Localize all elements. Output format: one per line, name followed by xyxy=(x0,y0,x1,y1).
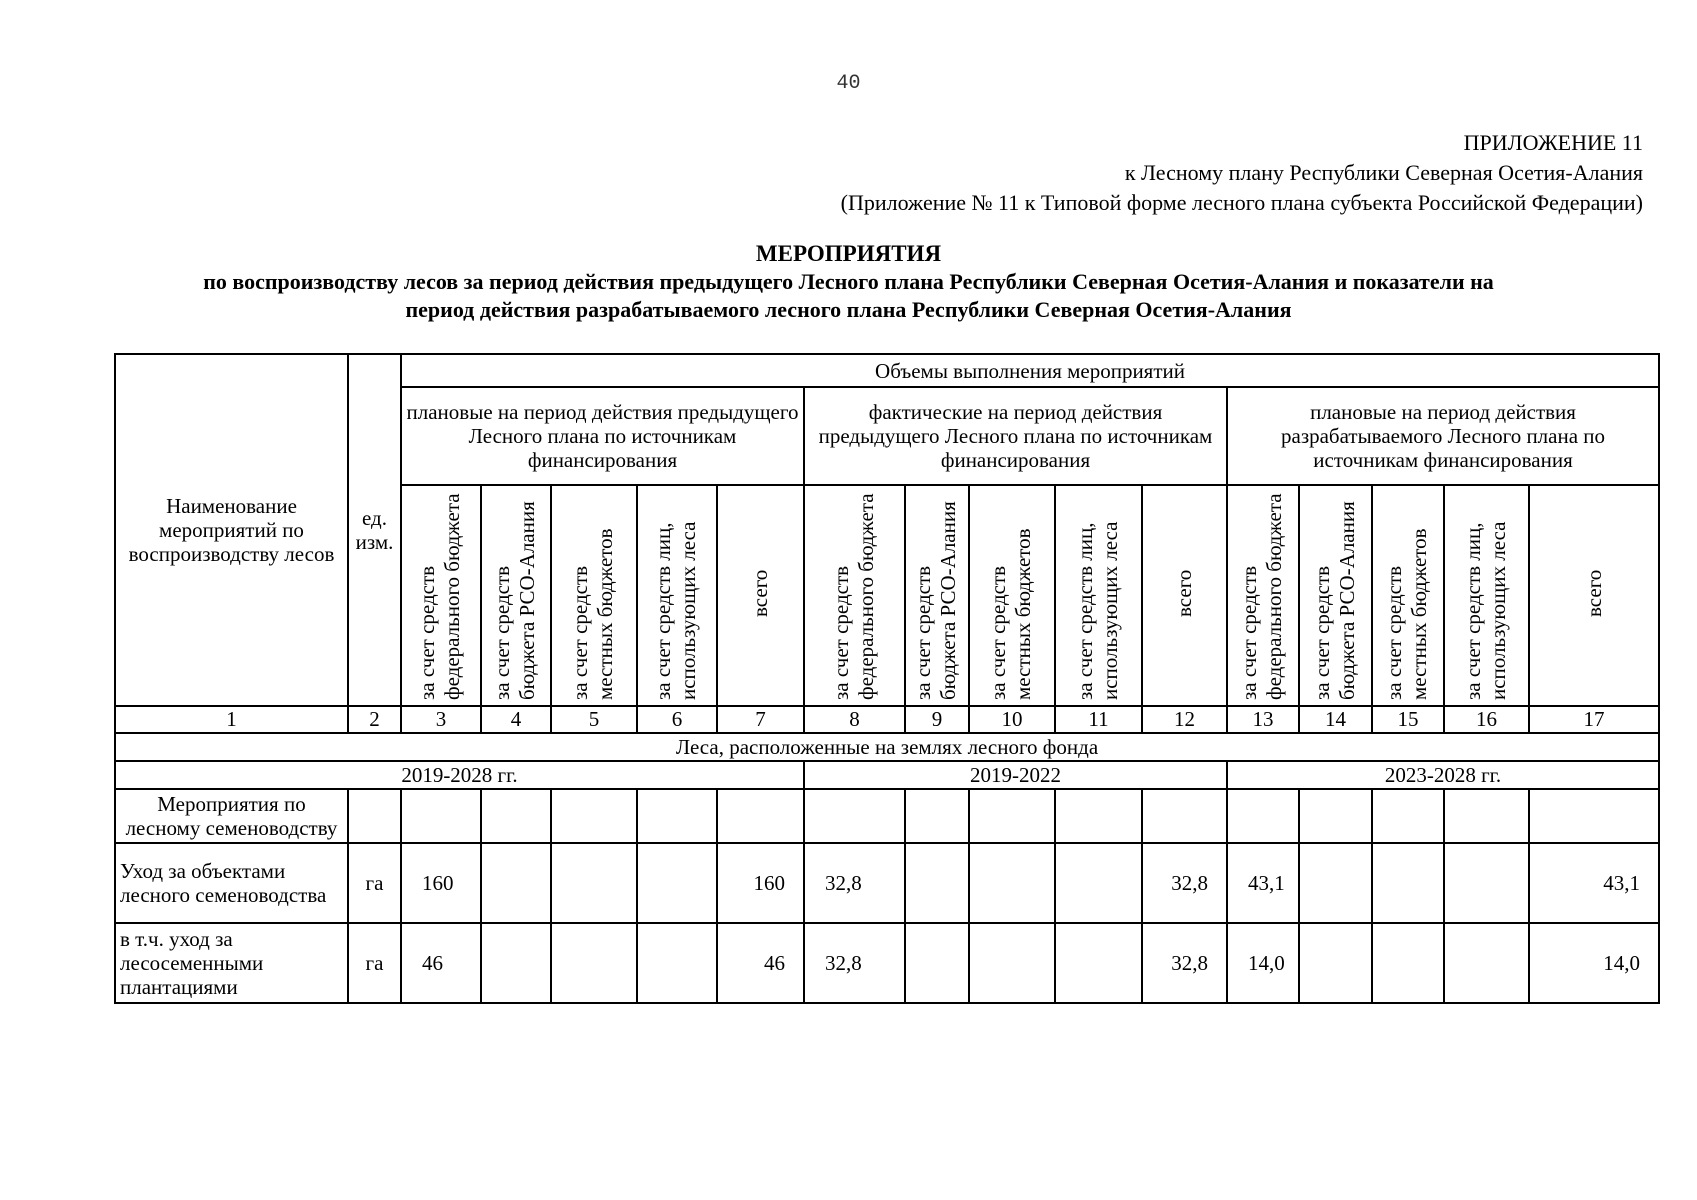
value-cell xyxy=(1299,923,1372,1003)
column-number: 7 xyxy=(717,706,804,733)
value-cell: 46 xyxy=(401,923,481,1003)
appendix-header xyxy=(841,128,1643,218)
table-row xyxy=(115,923,1659,1003)
header-source-g3-4 xyxy=(1444,485,1529,706)
value-cell: 32,8 xyxy=(1142,843,1227,923)
value-cell: 32,8 xyxy=(1142,923,1227,1003)
header-source-label: за счет средств местных бюджетов xyxy=(568,528,617,700)
value-cell xyxy=(905,843,969,923)
unit-cell: га xyxy=(348,843,401,923)
header-source-g2-1 xyxy=(804,485,905,706)
value-cell xyxy=(1142,789,1227,843)
period-actual-previous: 2019-2022 xyxy=(804,761,1227,789)
header-source-label: за счет средств лиц, использующих леса xyxy=(1460,521,1510,700)
column-number: 4 xyxy=(481,706,551,733)
activity-name-cell: в т.ч. уход за лесосеменными плантациями xyxy=(115,923,348,1003)
header-source-g1-2 xyxy=(481,485,551,706)
header-source-label: за счет средств бюджета РСО-Алания xyxy=(911,501,960,700)
reforestation-table xyxy=(114,353,1660,1004)
value-cell xyxy=(905,923,969,1003)
section-forest-fund-lands: Леса, расположенные на землях лесного фонда xyxy=(115,733,1659,761)
value-cell xyxy=(401,789,481,843)
header-source-g3-3 xyxy=(1372,485,1444,706)
header-source-g3-1 xyxy=(1227,485,1299,706)
value-cell xyxy=(1055,789,1142,843)
value-cell xyxy=(804,789,905,843)
value-cell xyxy=(1227,789,1299,843)
value-cell xyxy=(551,789,637,843)
value-cell xyxy=(1529,789,1659,843)
header-source-label: за счет средств федерального бюджета xyxy=(1237,493,1286,700)
column-number: 6 xyxy=(637,706,717,733)
value-cell: 46 xyxy=(717,923,804,1003)
value-cell: 160 xyxy=(401,843,481,923)
column-number: 12 xyxy=(1142,706,1227,733)
header-source-label: за счет средств лиц, использующих леса xyxy=(651,521,700,700)
value-cell xyxy=(1372,923,1444,1003)
header-source-g2-2 xyxy=(905,485,969,706)
header-group-actual-previous: фактические на период действия предыдущего Лесного плана по источникам финансирования xyxy=(804,387,1227,485)
document-title xyxy=(0,240,1697,324)
header-activity-name: Наименование мероприятий по воспроизводству лесов xyxy=(115,354,348,706)
column-number: 13 xyxy=(1227,706,1299,733)
appendix-reference: к Лесному плану Республики Северная Осетия-Алания xyxy=(1124,160,1643,185)
header-source-g1-5 xyxy=(717,485,804,706)
column-number: 2 xyxy=(348,706,401,733)
header-source-g3-2 xyxy=(1299,485,1372,706)
column-number: 5 xyxy=(551,706,637,733)
value-cell xyxy=(1299,843,1372,923)
header-source-label: за счет средств бюджета РСО-Алания xyxy=(1309,501,1359,700)
value-cell xyxy=(551,923,637,1003)
title-subtitle-line1: по воспроизводству лесов за период действия предыдущего Лесного плана Республики Северная Осетия-Алания и показатели на xyxy=(203,269,1494,294)
value-cell xyxy=(1444,789,1529,843)
value-cell xyxy=(481,843,551,923)
column-number: 8 xyxy=(804,706,905,733)
column-number: 9 xyxy=(905,706,969,733)
value-cell xyxy=(969,843,1055,923)
column-number: 14 xyxy=(1299,706,1372,733)
value-cell xyxy=(1372,789,1444,843)
activity-name-cell: Уход за объектами лесного семеноводства xyxy=(115,843,348,923)
value-cell: 32,8 xyxy=(804,923,905,1003)
header-volumes: Объемы выполнения мероприятий xyxy=(401,354,1659,387)
activity-name-cell: Мероприятия по лесному семеноводству xyxy=(115,789,348,843)
value-cell xyxy=(1444,923,1529,1003)
header-source-label: всего xyxy=(1172,569,1196,617)
header-source-g1-1 xyxy=(401,485,481,706)
header-source-g2-3 xyxy=(969,485,1055,706)
value-cell xyxy=(637,923,717,1003)
header-group-planned-previous: плановые на период действия предыдущего Лесного плана по источникам финансирования xyxy=(401,387,804,485)
header-source-g3-5 xyxy=(1529,485,1659,706)
header-group-planned-current: плановые на период действия разрабатываемого Лесного плана по источникам финансирования xyxy=(1227,387,1659,485)
value-cell xyxy=(551,843,637,923)
value-cell: 14,0 xyxy=(1227,923,1299,1003)
value-cell: 43,1 xyxy=(1529,843,1659,923)
value-cell xyxy=(1055,923,1142,1003)
header-source-g2-4 xyxy=(1055,485,1142,706)
column-number: 3 xyxy=(401,706,481,733)
column-number: 10 xyxy=(969,706,1055,733)
unit-cell: га xyxy=(348,923,401,1003)
value-cell xyxy=(1372,843,1444,923)
period-planned-current: 2023-2028 гг. xyxy=(1227,761,1659,789)
value-cell xyxy=(717,789,804,843)
appendix-note: (Приложение № 11 к Типовой форме лесного плана субъекта Российской Федерации) xyxy=(840,190,1643,215)
header-source-label: за счет средств местных бюджетов xyxy=(986,528,1035,700)
value-cell: 43,1 xyxy=(1227,843,1299,923)
header-source-label: за счет средств федерального бюджета xyxy=(828,493,878,700)
period-planned-previous: 2019-2028 гг. xyxy=(115,761,804,789)
header-source-label: за счет средств местных бюджетов xyxy=(1382,528,1431,700)
header-unit: ед. изм. xyxy=(348,354,401,706)
title-main: МЕРОПРИЯТИЯ xyxy=(755,241,942,266)
value-cell xyxy=(481,923,551,1003)
header-source-label: всего xyxy=(748,569,772,617)
value-cell xyxy=(1444,843,1529,923)
table-row xyxy=(115,843,1659,923)
value-cell: 160 xyxy=(717,843,804,923)
page-number: 40 xyxy=(836,72,861,95)
column-number: 15 xyxy=(1372,706,1444,733)
header-source-label: за счет средств лиц, использующих леса xyxy=(1072,521,1122,700)
value-cell: 14,0 xyxy=(1529,923,1659,1003)
column-number: 16 xyxy=(1444,706,1529,733)
value-cell xyxy=(969,789,1055,843)
value-cell: 32,8 xyxy=(804,843,905,923)
title-subtitle-line2: период действия разрабатываемого лесного плана Республики Северная Осетия-Алания xyxy=(405,297,1292,322)
value-cell xyxy=(637,789,717,843)
header-source-g1-3 xyxy=(551,485,637,706)
header-source-label: за счет средств бюджета РСО-Алания xyxy=(490,501,539,700)
column-number: 17 xyxy=(1529,706,1659,733)
value-cell xyxy=(969,923,1055,1003)
header-source-g1-4 xyxy=(637,485,717,706)
value-cell xyxy=(1055,843,1142,923)
table-row xyxy=(115,789,1659,843)
value-cell xyxy=(481,789,551,843)
header-source-label: за счет средств федерального бюджета xyxy=(415,493,464,700)
value-cell xyxy=(1299,789,1372,843)
header-source-label: всего xyxy=(1581,569,1606,617)
unit-cell xyxy=(348,789,401,843)
value-cell xyxy=(905,789,969,843)
column-number: 1 xyxy=(115,706,348,733)
value-cell xyxy=(637,843,717,923)
appendix-title: ПРИЛОЖЕНИЕ 11 xyxy=(1463,130,1643,155)
header-source-g2-5 xyxy=(1142,485,1227,706)
column-number: 11 xyxy=(1055,706,1142,733)
